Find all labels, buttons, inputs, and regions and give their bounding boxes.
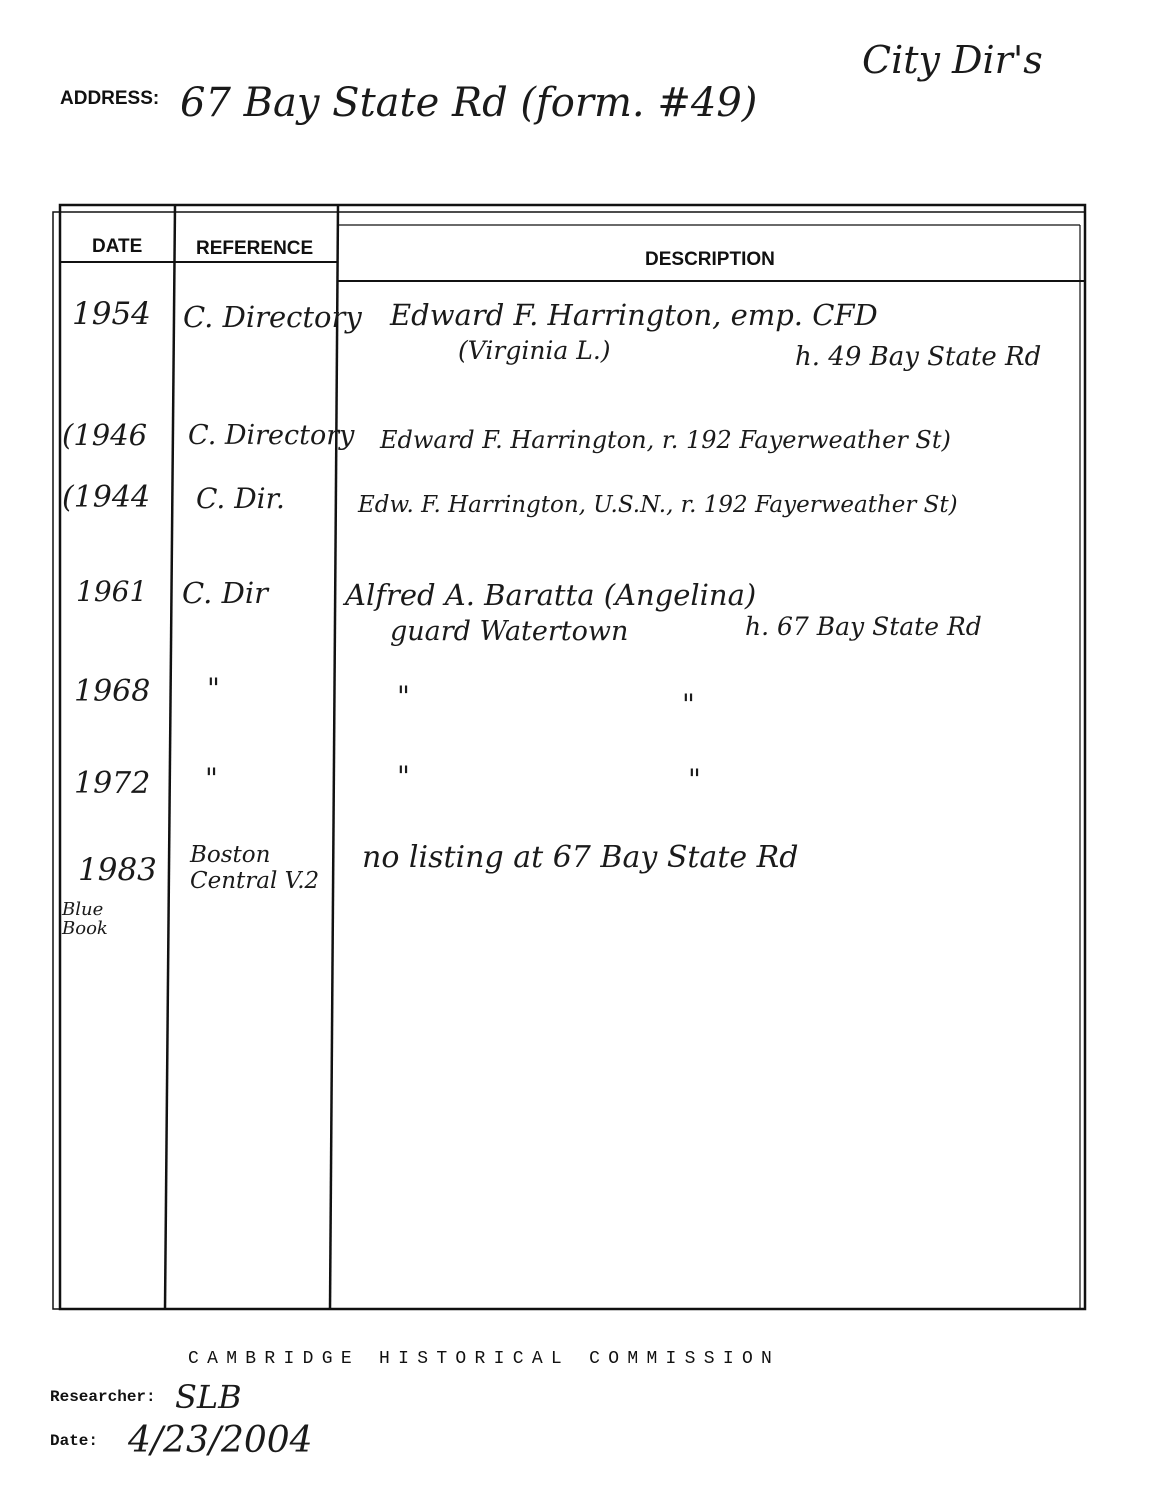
row-description-addr: h. 49 Bay State Rd xyxy=(795,342,1042,372)
row-date: 1983 xyxy=(78,852,157,888)
row-date: (1944 xyxy=(62,480,151,515)
row-reference: " xyxy=(205,762,218,795)
row-ditto: " xyxy=(397,680,410,713)
row-reference: Boston Central V.2 xyxy=(190,842,320,894)
row-description: Edw. F. Harrington, U.S.N., r. 192 Fayerweather St) xyxy=(358,492,958,518)
row-description: Edward F. Harrington, r. 192 Fayerweather St) xyxy=(380,426,951,454)
header-reference: REFERENCE xyxy=(196,238,314,259)
row-description-sub: guard Watertown xyxy=(390,616,629,647)
row-description-addr: h. 67 Bay State Rd xyxy=(745,612,982,641)
org-name: CAMBRIDGE HISTORICAL COMMISSION xyxy=(188,1349,781,1369)
header-description: DESCRIPTION xyxy=(645,249,775,270)
row-reference: C. Dir xyxy=(182,576,268,610)
row-date: 1968 xyxy=(74,674,151,709)
corner-note: City Dir's xyxy=(862,38,1043,82)
researcher-initials: SLB xyxy=(175,1378,242,1416)
row-reference: " xyxy=(207,672,220,705)
address-value: 67 Bay State Rd (form. #49) xyxy=(180,80,758,126)
header-date: DATE xyxy=(92,236,143,257)
row-reference: C. Dir. xyxy=(196,482,285,515)
row-description: no listing at 67 Bay State Rd xyxy=(362,840,799,875)
row-ditto: " xyxy=(397,760,410,793)
row-date: 1961 xyxy=(76,575,148,608)
row-reference: C. Directory xyxy=(188,420,355,451)
row-description: Alfred A. Baratta (Angelina) xyxy=(345,578,757,612)
date-value: 4/23/2004 xyxy=(128,1420,313,1461)
row-date: 1954 xyxy=(72,296,151,332)
address-label: ADDRESS: xyxy=(60,88,160,109)
row-reference: C. Directory xyxy=(183,300,362,334)
row-date: 1972 xyxy=(74,766,151,801)
researcher-label: Researcher: xyxy=(50,1388,156,1406)
row-ditto: " xyxy=(682,688,695,721)
row-description-sub: (Virginia L.) xyxy=(458,336,611,365)
row-date: (1946 xyxy=(62,418,148,452)
row-ditto: " xyxy=(688,763,701,796)
row-description: Edward F. Harrington, emp. CFD xyxy=(390,298,878,332)
date-label: Date: xyxy=(50,1432,99,1450)
row-date-note: Blue Book xyxy=(62,899,108,939)
